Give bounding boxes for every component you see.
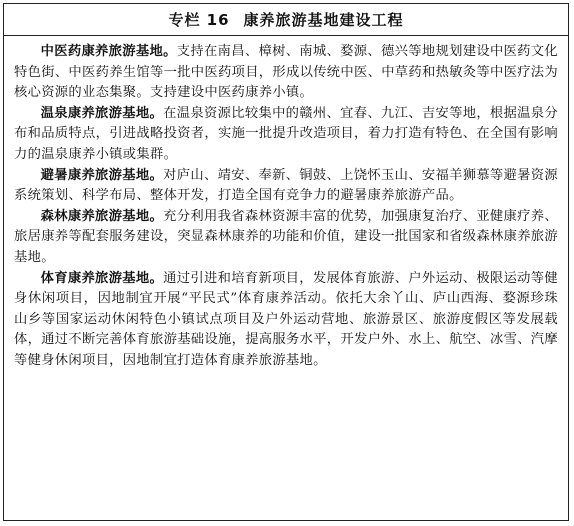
box-title: 康养旅游基地建设工程 <box>243 11 404 29</box>
section-text: 对庐山、靖安、奉新、铜鼓、上饶怀玉山、安福羊狮慕等避暑资源系统策划、科学布局、整体开发，打造全国有竞争力的避暑康养旅游产品。 <box>14 167 558 204</box>
section-hot-spring <box>14 104 558 166</box>
section-text: 在温泉资源比较集中的赣州、宜春、九江、吉安等地，根据温泉分布和品质特点，引进战略投资者，实施一批提升改造项目，着力打造有特色、在全国有影响力的温泉康养小镇或集群。 <box>14 105 558 162</box>
box-label: 专栏 16 <box>168 11 230 29</box>
section-text: 支持在南昌、樟树、南城、婺源、德兴等地规划建设中医药文化特色街、中医药养生馆等一批中医药项目，形成以传统中医、中草药和热敏灸等中医疗法为核心资源的业态集聚。支持建设中医药康养小镇。 <box>14 44 559 101</box>
feature-box <box>3 3 569 521</box>
section-heading: 森林康养旅游基地。 <box>40 208 164 224</box>
section-forest <box>14 207 558 269</box>
section-text: 充分利用我省森林资源丰富的优势，加强康复治疗、亚健康疗养、旅居康养等配套服务建设，突显森林康养的功能和价值，建设一批国家和省级森林康养旅游基地。 <box>14 208 558 265</box>
section-sports <box>14 269 558 372</box>
section-text: 通过引进和培育新项目，发展体育旅游、户外运动、极限运动等健身休闲项目，因地制宜开展“平民式”体育康养活动。依托大余丫山、庐山西海、婺源珍珠山乡等国家运动休闲特色小镇试点项目及户外运动营地、旅游景区、旅游度假区等发展载体，通过不断完善体育旅游基础设施，提高服务水平，开发户外、水上、航空、冰雪、汽摩等健身休闲项目，因地制宜打造体育康养旅游基地。 <box>14 270 558 368</box>
section-heading: 中医药康养旅游基地。 <box>40 44 177 59</box>
section-tcm <box>14 42 558 104</box>
section-heading: 体育康养旅游基地。 <box>40 270 164 286</box>
section-heading: 避暑康养旅游基地。 <box>40 167 164 183</box>
box-content <box>4 36 568 372</box>
section-summer-retreat <box>14 166 558 207</box>
section-heading: 温泉康养旅游基地。 <box>40 105 164 121</box>
box-header <box>4 4 568 36</box>
